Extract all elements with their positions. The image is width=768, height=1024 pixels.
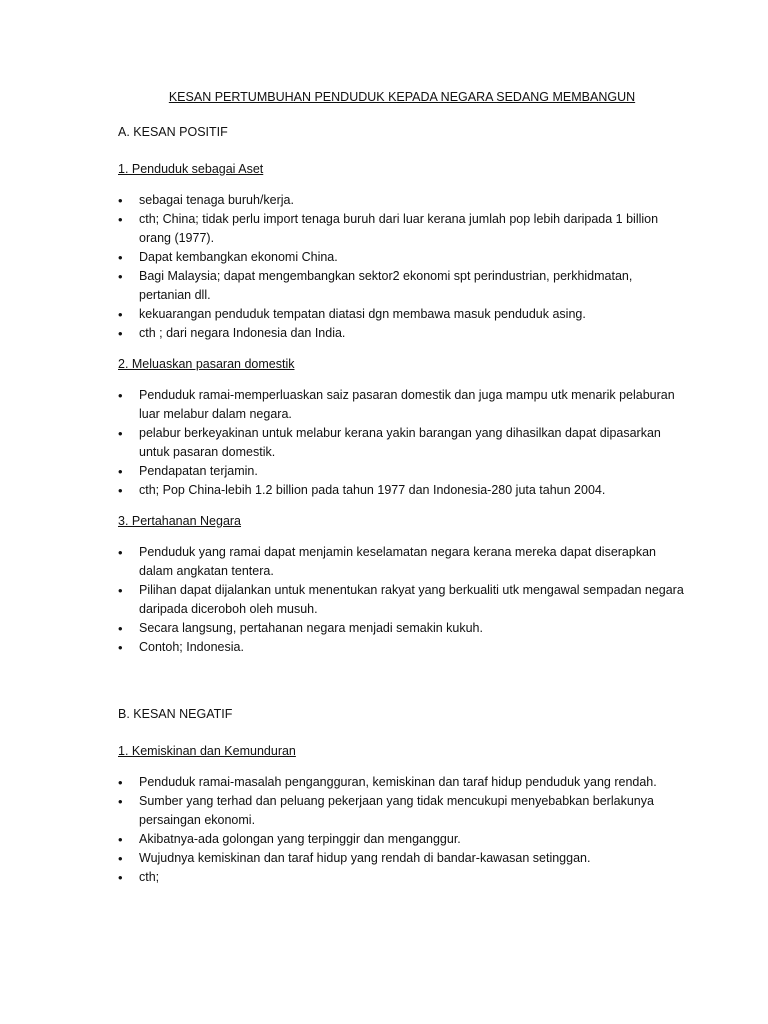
list-item: • Wujudnya kemiskinan dan taraf hidup yang rendah di bandar-kawasan setinggan. xyxy=(118,849,686,868)
list-item: • Dapat kembangkan ekonomi China. xyxy=(118,248,686,267)
bullet-list-meluaskan-pasaran-domestik xyxy=(118,386,686,500)
section-heading-meluaskan-pasaran-domestik: 2. Meluaskan pasaran domestik xyxy=(118,357,295,371)
list-item: • Secara langsung, pertahanan negara menjadi semakin kukuh. xyxy=(118,619,686,638)
list-item: • cth; xyxy=(118,868,686,887)
list-item: • cth ; dari negara Indonesia dan India. xyxy=(118,324,686,343)
bullet-list-pertahanan-negara xyxy=(118,543,686,657)
list-item: • Penduduk yang ramai dapat menjamin keselamatan negara kerana mereka dapat diserapkan dalam angkatan tentera. xyxy=(118,543,686,581)
section-heading-penduduk-sebagai-aset: 1. Penduduk sebagai Aset xyxy=(118,162,264,176)
bullet-list-kemiskinan-dan-kemunduran xyxy=(118,773,686,887)
section-spacer xyxy=(118,669,686,705)
list-item: • Penduduk ramai-masalah pengangguran, kemiskinan dan taraf hidup penduduk yang rendah. xyxy=(118,773,686,792)
section-heading-pertahanan-negara: 3. Pertahanan Negara xyxy=(118,514,242,528)
list-item: • sebagai tenaga buruh/kerja. xyxy=(118,191,686,210)
section-heading-kemiskinan-dan-kemunduran: 1. Kemiskinan dan Kemunduran xyxy=(118,744,296,758)
list-item: • Pilihan dapat dijalankan untuk menentukan rakyat yang berkualiti utk mengawal sempadan negara daripada diceroboh oleh musuh. xyxy=(118,581,686,619)
list-item: • Contoh; Indonesia. xyxy=(118,638,686,657)
list-item: • Akibatnya-ada golongan yang terpinggir dan menganggur. xyxy=(118,830,686,849)
list-item: • Sumber yang terhad dan peluang pekerjaan yang tidak mencukupi menyebabkan berlakunya persaingan ekonomi. xyxy=(118,792,686,830)
list-item: • cth; Pop China-lebih 1.2 billion pada tahun 1977 dan Indonesia-280 juta tahun 2004. xyxy=(118,481,686,500)
list-item: • Penduduk ramai-memperluaskan saiz pasaran domestik dan juga mampu utk menarik pelaburan luar melabur dalam negara. xyxy=(118,386,686,424)
list-item: • cth; China; tidak perlu import tenaga buruh dari luar kerana jumlah pop lebih daripada 1 billion orang (1977). xyxy=(118,210,686,248)
bullet-list-penduduk-sebagai-aset xyxy=(118,191,686,343)
part-heading-negative: B. KESAN NEGATIF xyxy=(118,707,233,721)
list-item: • Pendapatan terjamin. xyxy=(118,462,686,481)
list-item: • kekuarangan penduduk tempatan diatasi dgn membawa masuk penduduk asing. xyxy=(118,305,686,324)
document-title: KESAN PERTUMBUHAN PENDUDUK KEPADA NEGARA SEDANG MEMBANGUN xyxy=(168,90,636,104)
list-item: • pelabur berkeyakinan untuk melabur kerana yakin barangan yang dihasilkan dapat dipasarkan untuk pasaran domestik. xyxy=(118,424,686,462)
list-item: • Bagi Malaysia; dapat mengembangkan sektor2 ekonomi spt perindustrian, perkhidmatan, pertanian dll. xyxy=(118,267,686,305)
part-heading-positive: A. KESAN POSITIF xyxy=(118,125,228,139)
